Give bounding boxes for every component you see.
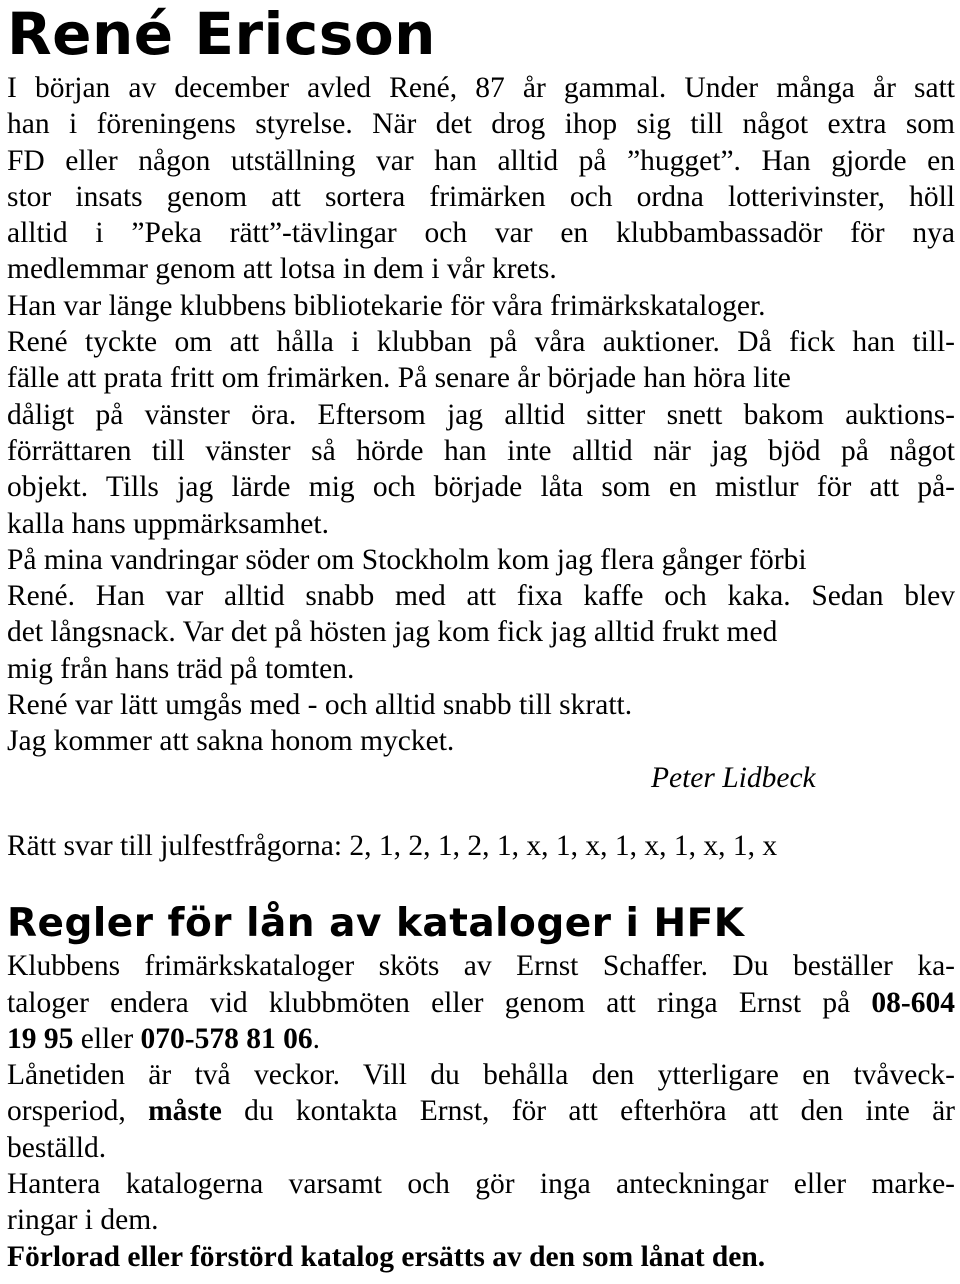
obituary-line: I början av december avled René, 87 år gammal. Under många år satt xyxy=(7,72,955,104)
rules-line: Klubbens frimärkskataloger sköts av Ernst Schaffer. Du beställer ka- xyxy=(7,950,955,983)
rules-line: Lånetiden är två veckor. Vill du behålla den ytterligare en tvåveck- xyxy=(7,1059,955,1092)
obituary-line: René var lätt umgås med - och alltid snabb till skratt. xyxy=(7,689,633,722)
document-page xyxy=(7,0,955,1275)
phone-number: 070-578 81 06 xyxy=(140,1022,313,1055)
rules-text: taloger endera vid klubbmöten eller genom att ringa Ernst på xyxy=(7,986,872,1019)
obituary-line: Jag kommer att sakna honom mycket. xyxy=(7,725,455,758)
obituary-line: FD eller någon utställning var han alltid på ”hugget”. Han gjorde en xyxy=(7,144,955,177)
obituary-line: mig från hans träd på tomten. xyxy=(7,652,355,685)
rules-text: du kontakta Ernst, för att efterhöra att den inte är xyxy=(221,1095,955,1128)
obituary-line: objekt. Tills jag lärde mig och började låta som en mistlur för att på- xyxy=(7,471,955,504)
phone-number: 19 95 xyxy=(7,1022,74,1055)
obituary-line: René tyckte om att hålla i klubban på våra auktioner. Då fick han till- xyxy=(7,326,955,359)
obituary-line: det långsnack. Var det på hösten jag kom fick jag alltid frukt med xyxy=(7,616,778,649)
obituary-body xyxy=(7,70,955,796)
obituary-line: han i föreningens styrelse. När det drog ihop sig till något extra som xyxy=(7,108,955,141)
obituary-line: stor insats genom att sortera frimärken och ordna lotterivinster, höll xyxy=(7,180,955,213)
obituary-line: René. Han var alltid snabb med att fixa kaffe och kaka. Sedan blev xyxy=(7,580,955,613)
obituary-line: medlemmar genom att lotsa in dem i vår krets. xyxy=(7,253,557,286)
rules-line: ringar i dem. xyxy=(7,1204,159,1237)
rules-line xyxy=(7,985,955,1021)
obituary-line: På mina vandringar söder om Stockholm kom jag flera gånger förbi xyxy=(7,543,807,576)
rules-text: . xyxy=(312,1022,320,1055)
rules-body xyxy=(7,948,955,1275)
obituary-line: fälle att prata fritt om frimärken. På senare år började han höra lite xyxy=(7,362,791,395)
rules-line: Hantera katalogerna varsamt och gör inga anteckningar eller marke- xyxy=(7,1168,955,1201)
rules-text: eller xyxy=(73,1022,141,1055)
phone-number: 08-604 xyxy=(871,986,955,1019)
obituary-title: René Ericson xyxy=(7,0,436,68)
quiz-answers-text: Rätt svar till julfestfrågorna: 2, 1, 2, 1, 2, 1, x, 1, x, 1, x, 1, x, 1, x xyxy=(7,829,778,862)
emphasis-text: måste xyxy=(148,1095,222,1128)
rules-line xyxy=(7,1093,955,1129)
quiz-answers xyxy=(7,828,955,864)
obituary-line: alltid i ”Peka rätt”-tävlingar och var en klubbambassadör för nya xyxy=(7,217,955,250)
obituary-line: Han var länge klubbens bibliotekarie för våra frimärkskataloger. xyxy=(7,289,766,322)
rules-line: beställd. xyxy=(7,1131,107,1164)
obituary-line: förrättaren till vänster så hörde han inte alltid när jag bjöd på något xyxy=(7,434,955,467)
obituary-line: dåligt på vänster öra. Eftersom jag alltid sitter snett bakom auktions- xyxy=(7,398,955,431)
rules-title: Regler för lån av kataloger i HFK xyxy=(7,901,745,947)
obituary-line: kalla hans uppmärksamhet. xyxy=(7,507,329,540)
rules-warning: Förlorad eller förstörd katalog ersätts av den som lånat den. xyxy=(7,1240,766,1273)
obituary-signature: Peter Lidbeck xyxy=(651,761,816,794)
rules-text: orsperiod, xyxy=(7,1095,149,1128)
rules-line xyxy=(7,1021,955,1057)
